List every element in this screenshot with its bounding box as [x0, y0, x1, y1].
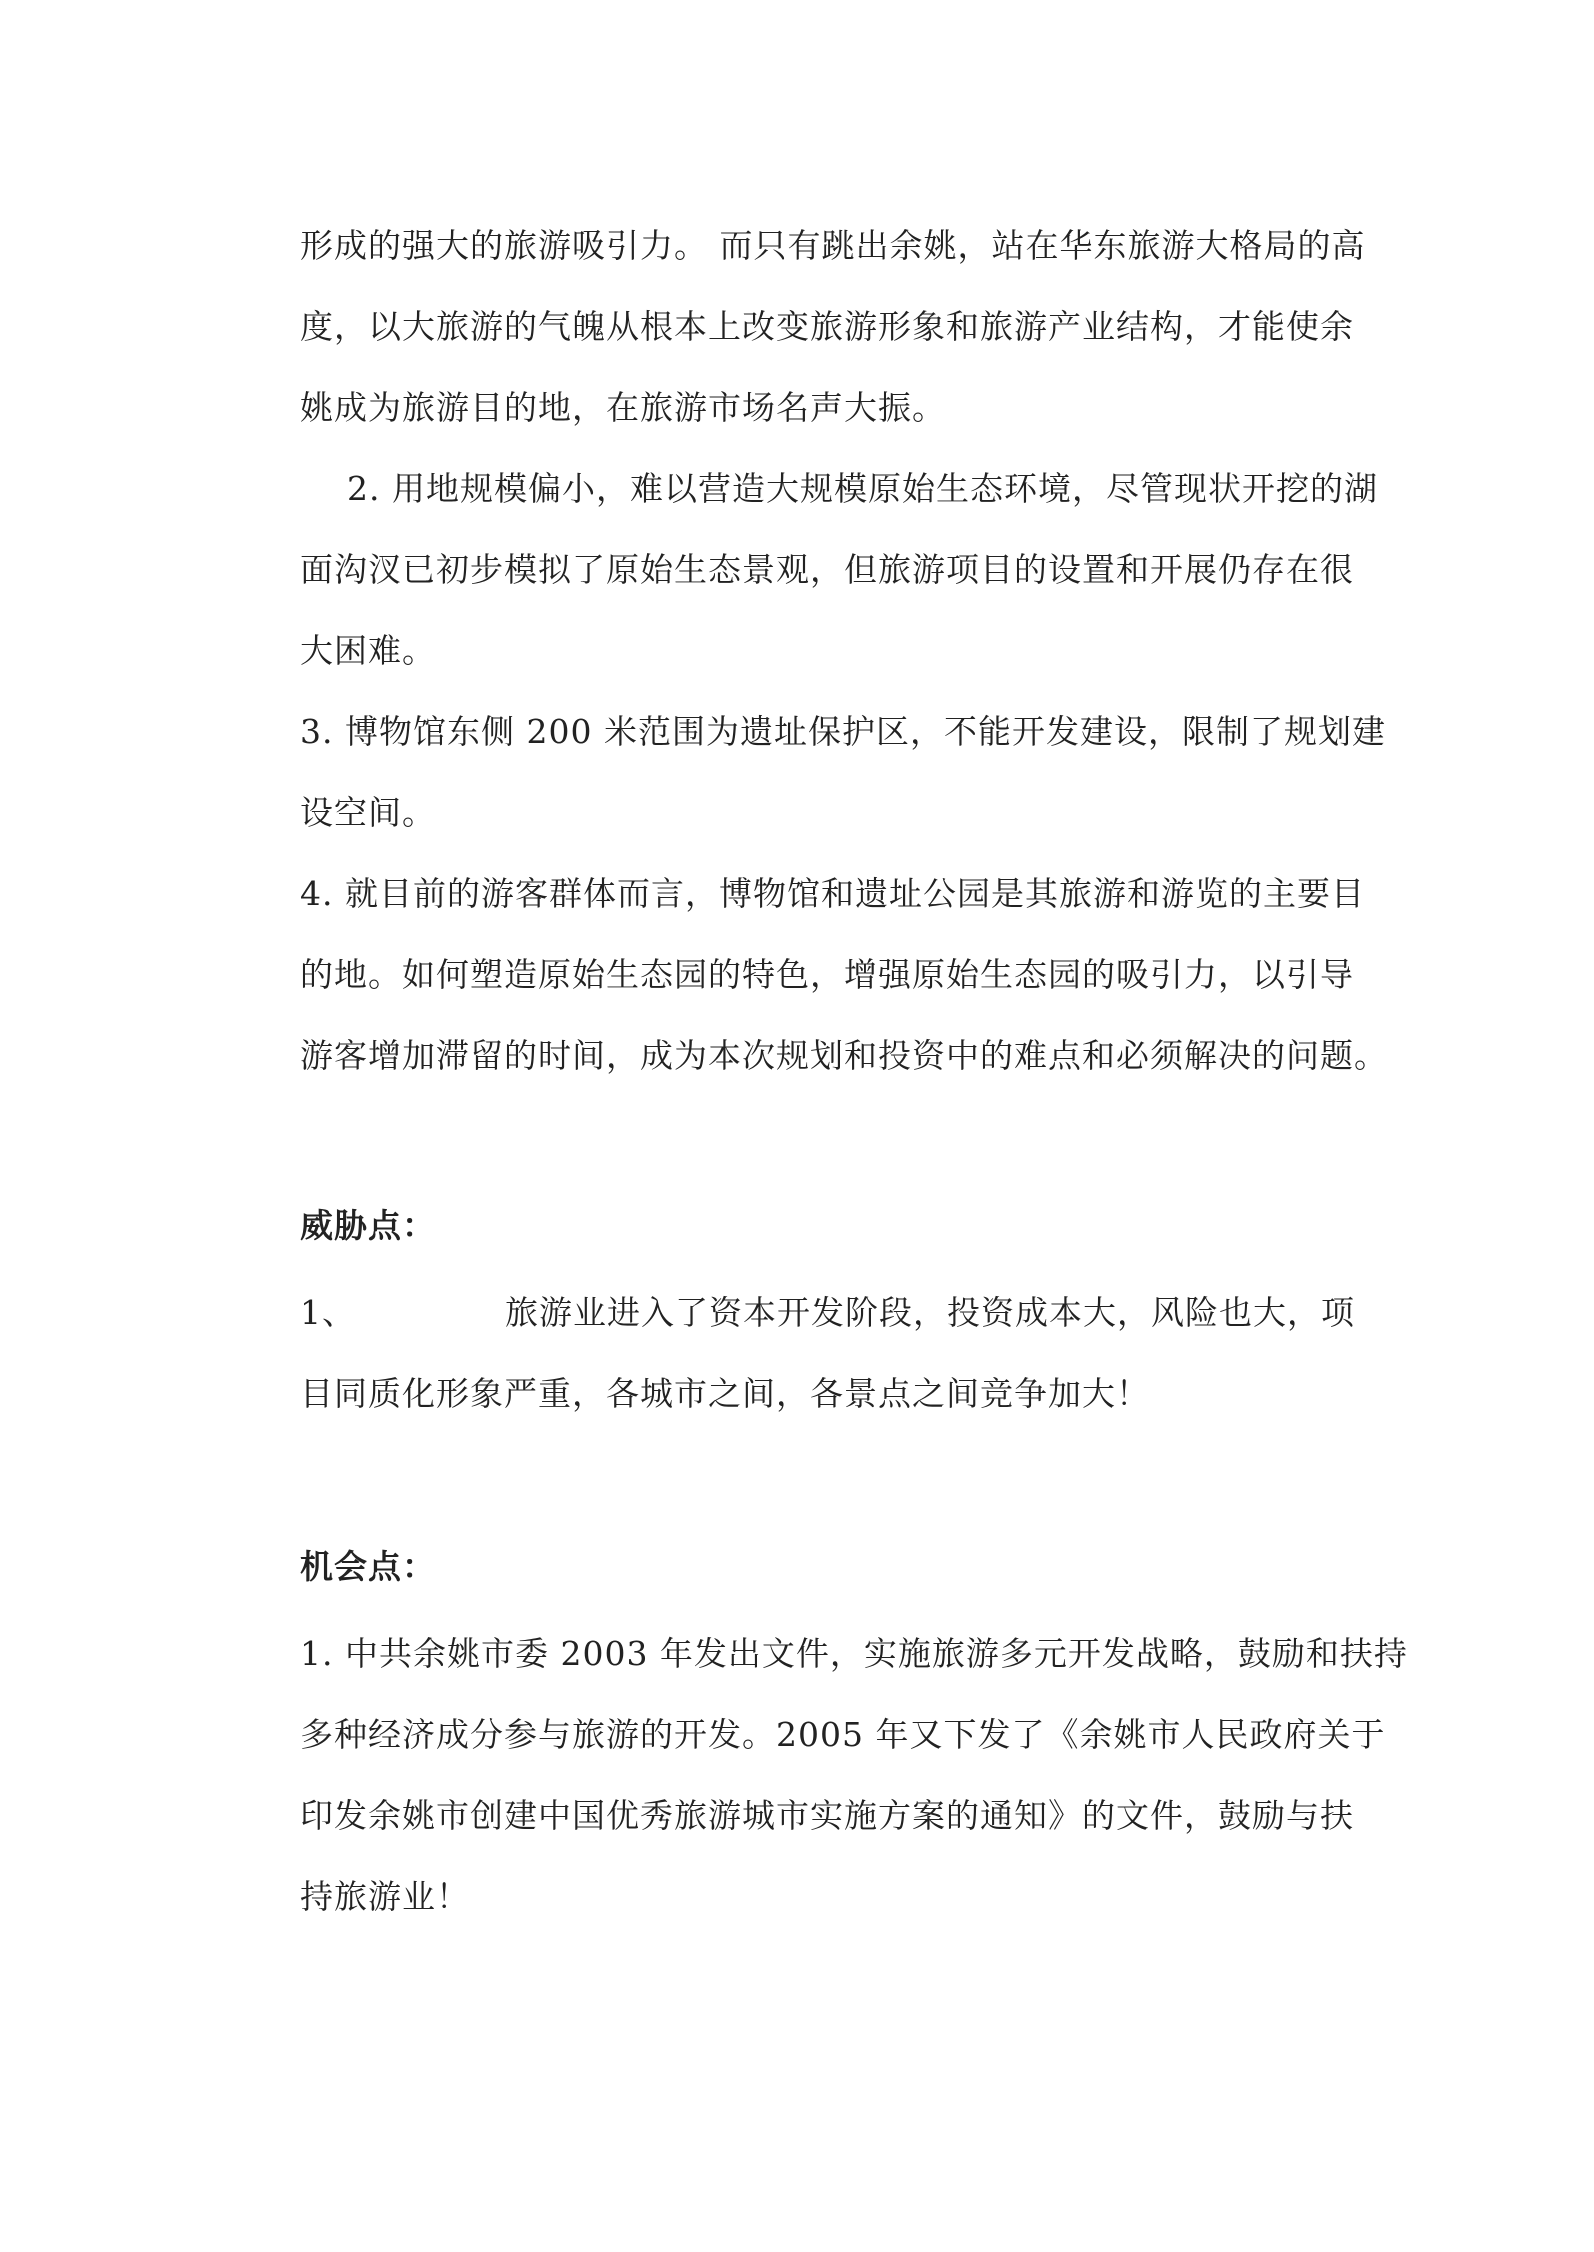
weakness-4-line: 游客增加滞留的时间，成为本次规划和投资中的难点和必须解决的问题。: [300, 1036, 1388, 1075]
weakness-4-line: 4. 就目前的游客群体而言，博物馆和遗址公园是其旅游和游览的主要目: [300, 874, 1365, 913]
opportunity-1-line: 1. 中共余姚市委 2003 年发出文件，实施旅游多元开发战略，鼓励和扶持: [300, 1634, 1408, 1673]
weakness-4-line: 的地。如何塑造原始生态园的特色，增强原始生态园的吸引力，以引导: [300, 955, 1354, 994]
weakness-3-line: 3. 博物馆东侧 200 米范围为遗址保护区，不能开发建设，限制了规划建: [300, 712, 1386, 751]
threat-1-line: 目同质化形象严重，各城市之间，各景点之间竞争加大！: [300, 1374, 1150, 1413]
opportunities-heading: 机会点：: [300, 1547, 436, 1586]
threats-heading: 威胁点：: [300, 1206, 436, 1245]
opportunity-1-line: 持旅游业！: [300, 1877, 470, 1916]
opportunity-1-line: 多种经济成分参与旅游的开发。2005 年又下发了《余姚市人民政府关于: [300, 1715, 1386, 1754]
opportunity-1-line: 印发余姚市创建中国优秀旅游城市实施方案的通知》的文件，鼓励与扶: [300, 1796, 1354, 1835]
weakness-2-line: 大困难。: [300, 631, 436, 670]
paragraph-line: 形成的强大的旅游吸引力。 而只有跳出余姚，站在华东旅游大格局的高: [300, 226, 1366, 265]
threat-1-number: 1、: [300, 1293, 356, 1332]
weakness-2-line: 2. 用地规模偏小，难以营造大规模原始生态环境，尽管现状开挖的湖: [347, 469, 1378, 508]
threat-1-line: [300, 1293, 1355, 1333]
paragraph-line: 姚成为旅游目的地，在旅游市场名声大振。: [300, 388, 946, 427]
weakness-2-line: 面沟汊已初步模拟了原始生态景观，但旅游项目的设置和开展仍存在很: [300, 550, 1354, 589]
paragraph-line: 度，以大旅游的气魄从根本上改变旅游形象和旅游产业结构，才能使余: [300, 307, 1354, 346]
weakness-3-line: 设空间。: [300, 793, 436, 832]
threat-1-text: 旅游业进入了资本开发阶段，投资成本大，风险也大，项: [505, 1293, 1355, 1332]
